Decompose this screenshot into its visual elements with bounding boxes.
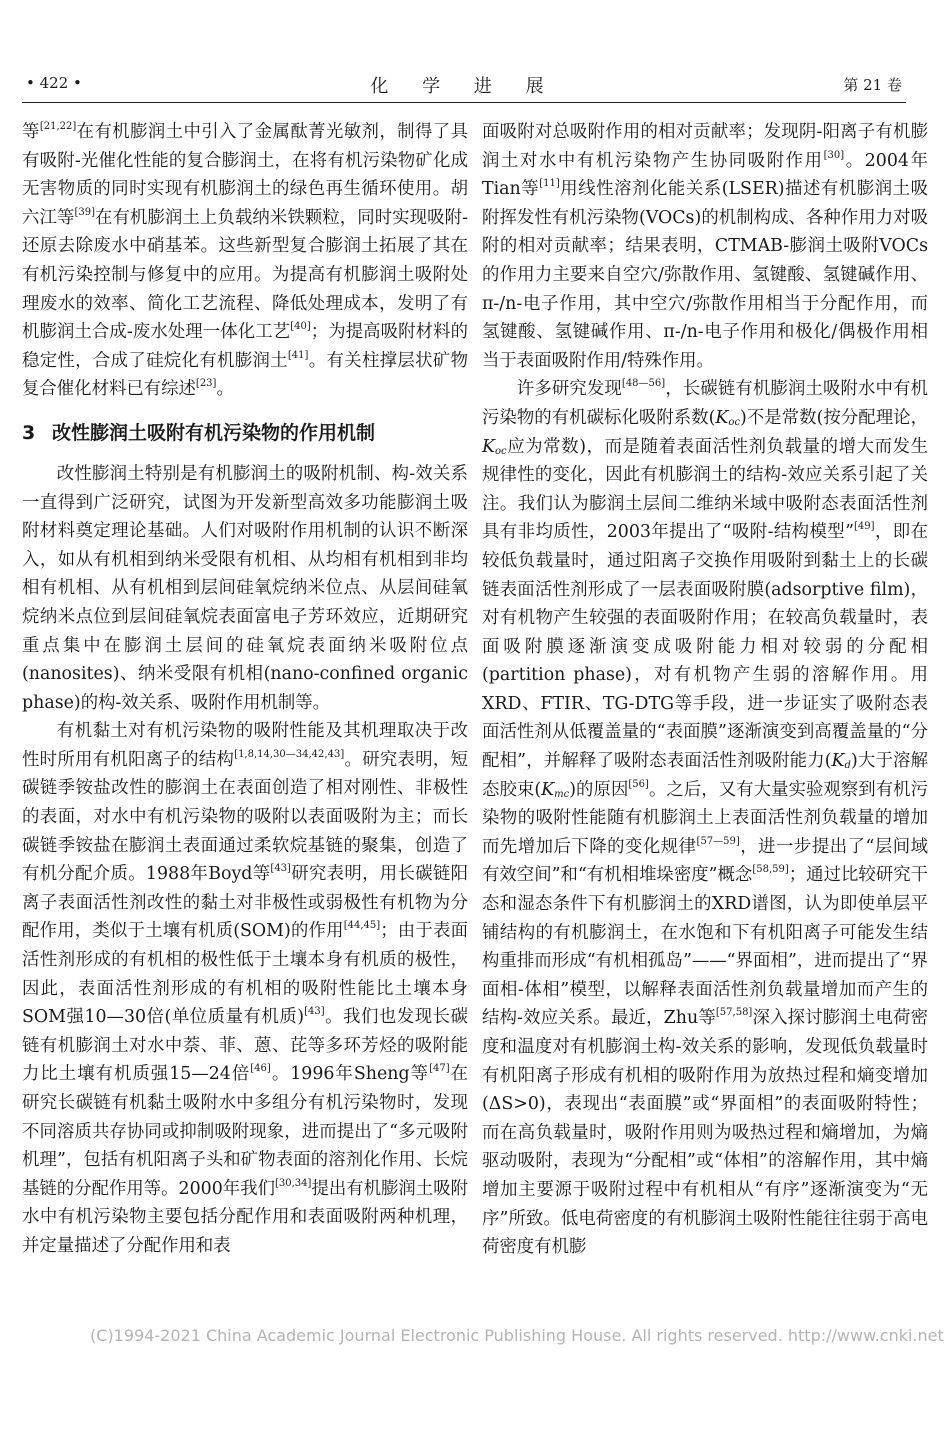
- citation[interactable]: [57,58]: [715, 1007, 753, 1019]
- section-heading: [22, 418, 468, 448]
- paragraph-organic-clay: 有机黏土对有机污染物的吸附性能及其机理取决于改性时所用有机阳离子的结构[1,8,14,30—34,42,43]。研究表明，短碳链季铵盐改性的膨润土在表面创造了相对刚性、非极性的表面，对水中有机污染物的吸附以表面吸附为主；而长碳链季铵盐在膨润土表面通过柔软烷基链的聚集，创造了有机分配介质。1988年Boyd等[43]研究表明，用长碳链阳离子表面活性剂改性的黏土对非极性或弱极性有机物为分配作用，类似于土壤有机质(SOM)的作用[44,45]；由于表面活性剂形成的有机相的极性低于土壤本身有机质的极性，因此，表面活性剂形成的有机相的吸附性能比土壤本身SOM强10—30倍(单位质量有机质)[43]。我们也发现长碳链有机膨润土对水中萘、菲、蒽、芘等多环芳烃的吸附能力比土壤有机质强15—24倍[46]。1996年Sheng等[47]在研究长碳链有机黏土吸附水中多组分有机污染物时，发现不同溶质共存协同或抑制吸附现象，进而提出了“多元吸附机理”，包括有机阳离子头和矿物表面的溶剂化作用、长烷基链的分配作用等。2000年我们[30,34]提出有机膨润土吸附水中有机污染物主要包括分配作用和表面吸附两种机理，并定量描述了分配作用和表: [22, 721, 468, 1256]
- citation[interactable]: [43]: [304, 1006, 325, 1018]
- citation[interactable]: [49]: [854, 521, 875, 533]
- paragraph-mechanism-intro: 改性膨润土特别是有机膨润土的吸附机制、构-效关系一直得到广泛研究，试图为开发新型高效多功能膨润土吸附材料奠定理论基础。人们对吸附作用机制的认识不断深入，如从有机相到纳米受限有机相、从均相有机相到非均相有机相、从有机相到层间硅氧烷纳米位点、从层间硅氧烷纳米点位到层间硅氧烷表面富电子芳环效应，近期研究重点集中在膨润土层间的硅氧烷表面纳米吸附位点(nanosites)、纳米受限有机相(nano-confined organic phase)的构-效关系、吸附作用机制等。: [22, 463, 468, 713]
- citation[interactable]: [41]: [287, 349, 309, 361]
- section-number: 3: [22, 421, 36, 444]
- citation[interactable]: [23]: [195, 378, 217, 390]
- citation[interactable]: [47]: [429, 1063, 450, 1075]
- kd-symbol: $K_d$: [831, 751, 851, 772]
- paragraph-structure-effect: 许多研究发现[48—56]，长碳链有机膨润土吸附水中有机污染物的有机碳标化吸附系数$(K_{oc})$不是常数(按分配理论，$K_{oc}$应为常数)，而是随着表面活性剂负载量的增大而发生规律性的变化，因此有机膨润土的结构-效应关系引起了关注。我们认为膨润土层间二维纳米域中吸附态表面活性剂具有非均质性，2003年提出了“吸附-结构模型”[49]，即在较低负载量时，通过阳离子交换作用吸附到黏土上的长碳链表面活性剂形成了一层表面吸附膜(adsorptive film)，对有机物产生较强的表面吸附作用；在较高负载量时，表面吸附膜逐渐演变成吸附能力相对较弱的分配相(partition phase)，对有机物产生弱的溶解作用。用XRD、FTIR、TG-DTG等手段，进一步证实了吸附态表面活性剂从低覆盖量的“表面膜”逐渐演变到高覆盖量的“分配相”，并解释了吸附态表面活性剂吸附能力$(K_d)$大于溶解态胶束$(K_{mc})$的原因[56]。之后，又有大量实验观察到有机污染物的吸附性能随有机膨润土上表面活性剂负载量的增加而先增加后下降的变化规律[57—59]，进一步提出了“层间域有效空间”和“有机相堆垛密度”概念[58,59]；通过比较研究干态和湿态条件下有机膨润土的XRD谱图，认为即使单层平铺结构的有机膨润土，在水饱和下有机阳离子可能发生结构重排而形成“有机相孤岛”——“界面相”，进而提出了“界面相-体相”模型，以解释表面活性剂负载量增加而产生的结构-效应关系。最近，Zhu等[57,58]深入探讨膨润土电荷密度和温度对有机膨润土构-效关系的影响，发现低负载量时有机阳离子形成有机相的吸附作用为放热过程和熵变增加(ΔS>0)，表现出“表面膜”或“界面相”的表面吸附特性；而在高负载量时，吸附作用则为吸热过程和熵增加，为熵驱动吸附，表现为“分配相”或“体相”的溶解作用，其中熵增加主要源于吸附过程中有机相从“有序”逐渐演变为“无序”所致。低电荷密度的有机膨润土吸附性能往往弱于高电荷密度有机膨: [482, 378, 928, 1258]
- citation[interactable]: [56]: [628, 778, 649, 790]
- volume-label: 第 21 卷: [843, 76, 902, 94]
- paragraph-adsorption-contribution: 面吸附对总吸附作用的相对贡献率；发现阴-阳离子有机膨润土对水中有机污染物产生协同吸附作用[30]。2004年Tian等[11]用线性溶剂化能关系(LSER)描述有机膨润土吸附挥发性有机污染物(VOCs)的机制构成、各种作用力对吸附的相对贡献率；结果表明，CTMAB-膨润土吸附VOCs的作用力主要来自空穴/弥散作用、氢键酸、氢键碱作用、π-/n-电子作用，其中空穴/弥散作用相当于分配作用，而氢键酸、氢键碱作用、π-/n-电子作用和极化/偶极作用相当于表面吸附作用/特殊作用。: [482, 122, 929, 371]
- citation[interactable]: [40]: [290, 321, 311, 333]
- citation[interactable]: [39]: [74, 206, 95, 218]
- citation[interactable]: [21,22]: [39, 121, 77, 132]
- citation[interactable]: [46]: [250, 1063, 271, 1075]
- citation[interactable]: [30]: [823, 149, 845, 161]
- kmc-symbol: $K_{mc}$: [541, 779, 570, 800]
- left-column: [22, 118, 468, 1261]
- page-header: [22, 66, 906, 103]
- citation[interactable]: [44,45]: [343, 920, 381, 932]
- citation[interactable]: [48—56]: [621, 378, 666, 390]
- citation[interactable]: [58,59]: [752, 864, 789, 876]
- citation[interactable]: [1,8,14,30—34,42,43]: [234, 748, 345, 760]
- citation[interactable]: [43]: [270, 863, 291, 875]
- right-column: [482, 118, 928, 1262]
- paragraph-composite-bentonite: 等[21,22]在有机膨润土中引入了金属酞菁光敏剂，制得了具有吸附-光催化性能的复合膨润土，在将有机污染物矿化成无害物质的同时实现有机膨润土的绿色再生循环使用。胡六江等[39]在有机膨润土上负载纳米铁颗粒，同时实现吸附-还原去除废水中硝基苯。这些新型复合膨润土拓展了其在有机污染控制与修复中的应用。为提高有机膨润土吸附处理废水的效率、简化工艺流程、降低处理成本，发明了有机膨润土合成-废水处理一体化工艺[40]；为提高吸附材料的稳定性，合成了硅烷化有机膨润土[41]。有关柱撑层状矿物复合催化材料已有综述[23]。: [22, 121, 468, 400]
- copyright-watermark: (C)1994-2021 China Academic Journal Electronic Publishing House. All rights reserved. http://www.cnki.net: [90, 1326, 944, 1345]
- koc-symbol: $K_{oc}$: [715, 407, 741, 428]
- citation[interactable]: [11]: [539, 178, 560, 190]
- journal-title: 化 学 进 展: [370, 76, 558, 97]
- section-title: 改性膨润土吸附有机污染物的作用机制: [52, 421, 376, 444]
- citation[interactable]: [30,34]: [275, 1177, 312, 1189]
- citation[interactable]: [57—59]: [696, 835, 740, 847]
- koc-symbol: $K_{oc}$: [482, 436, 507, 457]
- page-number: • 422 •: [26, 74, 82, 92]
